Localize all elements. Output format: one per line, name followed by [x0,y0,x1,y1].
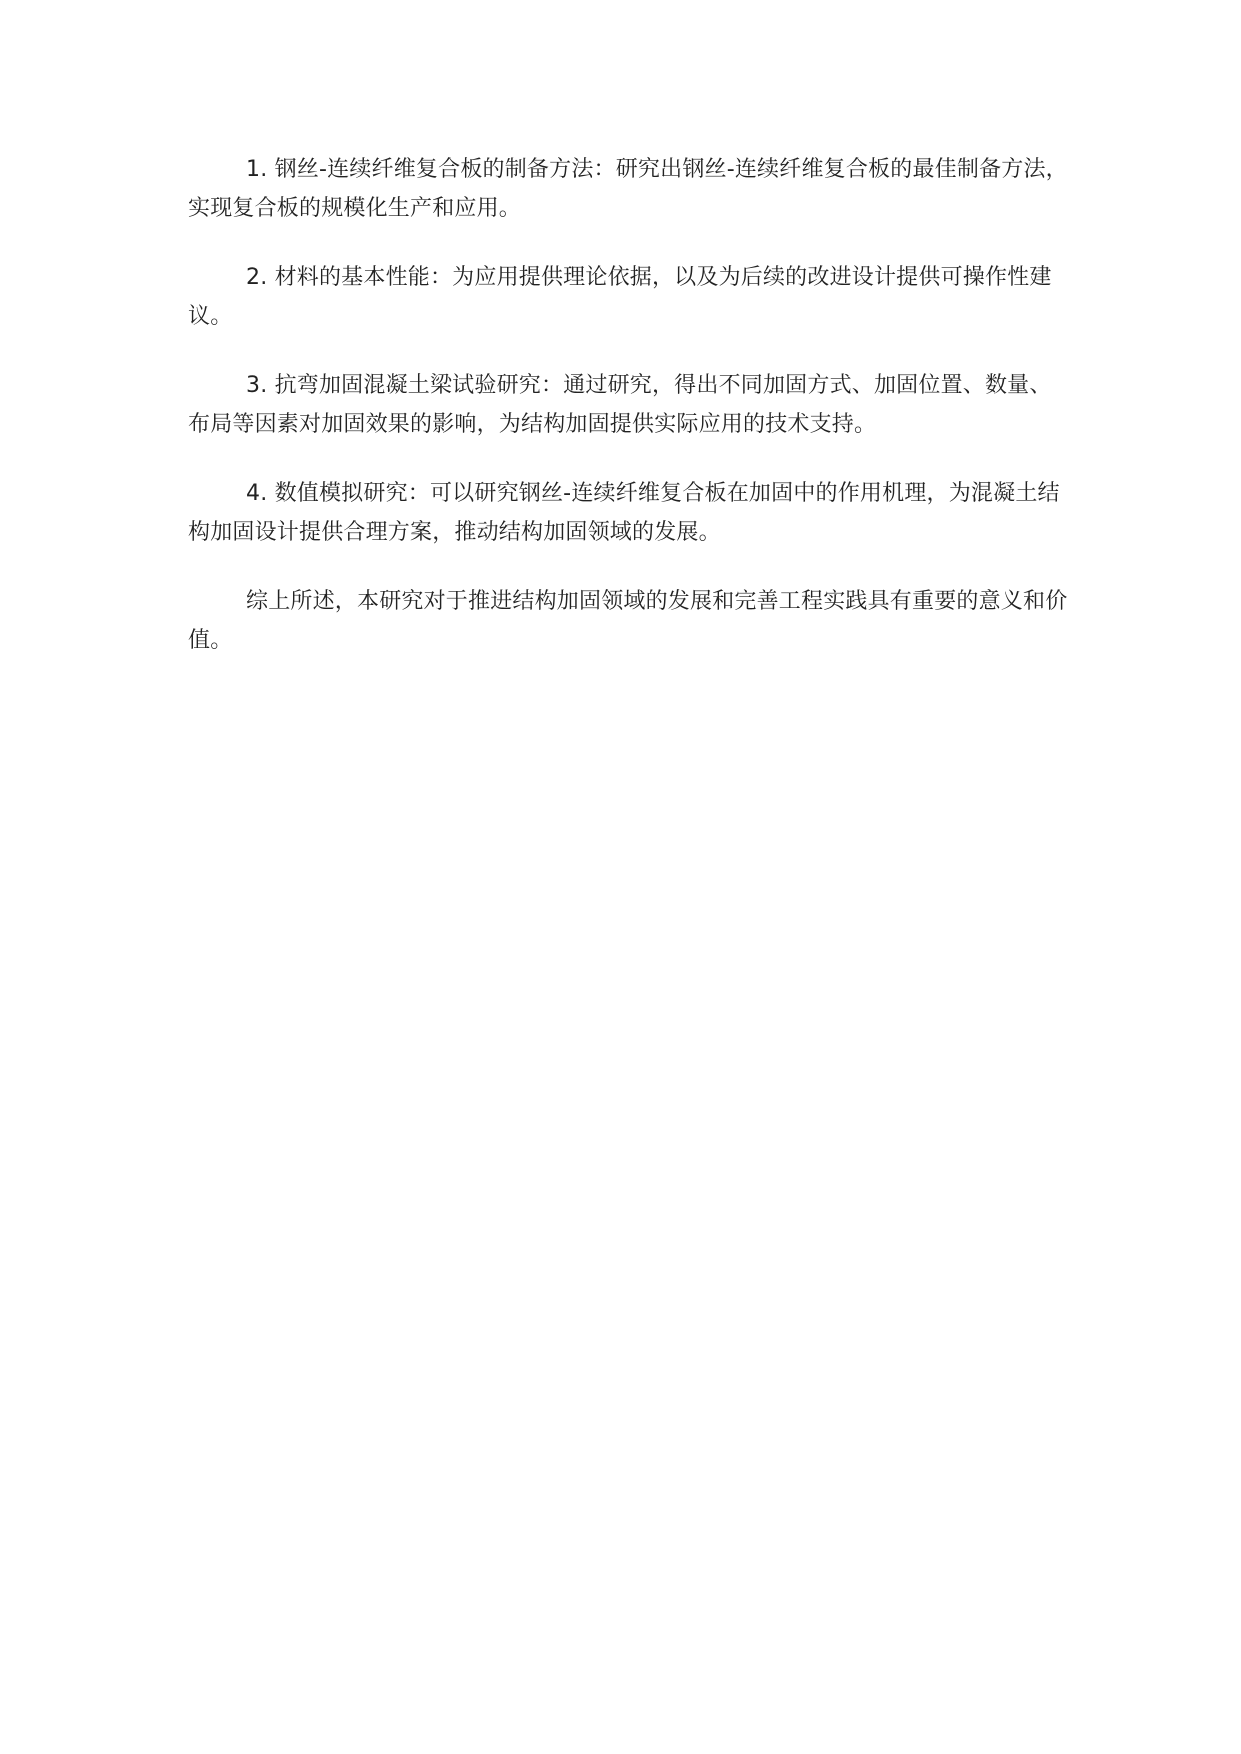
document-body [188,150,1068,690]
paragraph-3: 3. 抗弯加固混凝土梁试验研究：通过研究，得出不同加固方式、加固位置、数量、布局等因素对加固效果的影响，为结构加固提供实际应用的技术支持。 [188,373,1052,437]
paragraph-summary: 综上所述，本研究对于推进结构加固领域的发展和完善工程实践具有重要的意义和价值。 [188,589,1068,653]
paragraph-1: 1. 钢丝-连续纤维复合板的制备方法：研究出钢丝-连续纤维复合板的最佳制备方法，实现复合板的规模化生产和应用。 [188,157,1068,221]
paragraph-4: 4. 数值模拟研究：可以研究钢丝-连续纤维复合板在加固中的作用机理，为混凝土结构加固设计提供合理方案，推动结构加固领域的发展。 [188,481,1060,545]
paragraph-2: 2. 材料的基本性能：为应用提供理论依据，以及为后续的改进设计提供可操作性建议。 [188,265,1052,329]
